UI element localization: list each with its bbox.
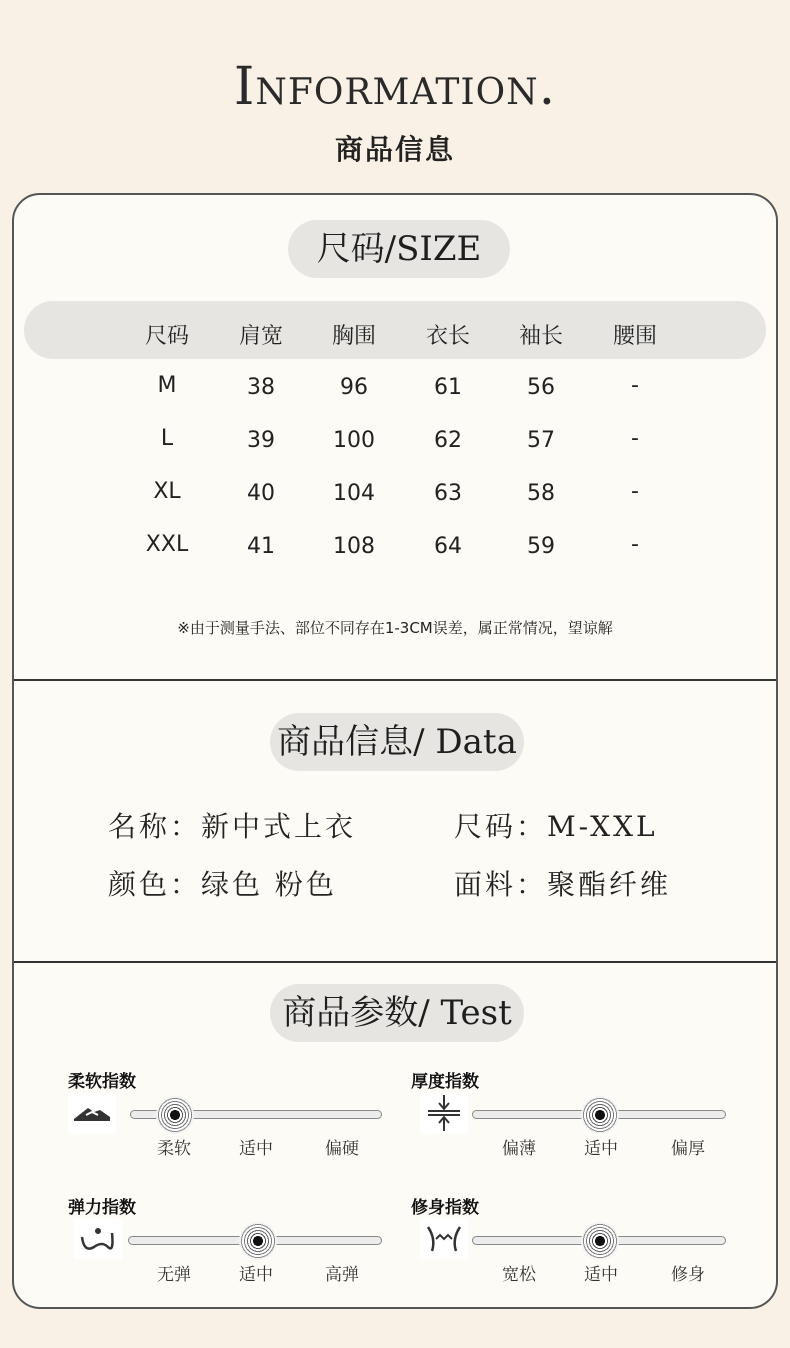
size-table-header-cell: 腰围 <box>612 324 657 349</box>
size-table-cell: 100 <box>333 428 375 453</box>
size-table-cell: 104 <box>333 481 375 506</box>
size-table-cell: 58 <box>527 481 555 506</box>
size-table-cell: 59 <box>527 534 555 559</box>
size-table-cell: 38 <box>247 375 275 400</box>
page-header-title: Information. <box>233 57 557 117</box>
size-table-header-cell: 袖长 <box>518 324 563 349</box>
size-table-cell: L <box>160 426 174 451</box>
size-table-cell: M <box>157 373 177 398</box>
softness-meter-title: 柔软指数 <box>68 1072 136 1092</box>
softness-label-low: 柔软 <box>157 1139 191 1159</box>
fit-label-high: 修身 <box>671 1265 705 1285</box>
page-header-subtitle: 商品信息 <box>334 133 455 166</box>
size-table-cell: 62 <box>434 428 462 453</box>
elasticity-label-mid: 适中 <box>239 1265 273 1285</box>
size-table-cell: 39 <box>247 428 275 453</box>
softness-meter-knob <box>156 1096 194 1134</box>
fit-icon <box>420 1219 468 1259</box>
size-table-cell: 56 <box>527 375 555 400</box>
size-table-header-cell: 衣长 <box>425 324 470 349</box>
elasticity-meter-knob <box>239 1222 277 1260</box>
thickness-label-mid: 适中 <box>584 1139 618 1159</box>
data-section-pill: 商品信息/ Data <box>270 713 524 771</box>
size-section-pill: 尺码/SIZE <box>288 220 510 278</box>
section-divider <box>14 679 776 681</box>
fit-label-low: 宽松 <box>502 1265 536 1285</box>
size-table-cell: 61 <box>434 375 462 400</box>
size-table-cell: 41 <box>247 534 275 559</box>
size-table-cell: - <box>631 373 639 398</box>
size-table-cell: 40 <box>247 481 275 506</box>
softness-label-high: 偏硬 <box>325 1139 359 1159</box>
size-table-header-cell: 尺码 <box>144 324 189 349</box>
size-table-cell: 63 <box>434 481 462 506</box>
section-divider <box>14 961 776 963</box>
product-name: 名称：新中式上衣 <box>108 810 357 843</box>
size-table-cell: 96 <box>340 375 368 400</box>
size-table-cell: XL <box>153 479 181 504</box>
elasticity-label-high: 高弹 <box>325 1265 359 1285</box>
fit-meter-knob <box>581 1222 619 1260</box>
size-table-cell: 57 <box>527 428 555 453</box>
size-table-cell: - <box>631 426 639 451</box>
product-size-range: 尺码：M-XXL <box>454 810 658 843</box>
size-table-cell: - <box>631 532 639 557</box>
size-table-cell: 108 <box>333 534 375 559</box>
thickness-icon <box>420 1093 468 1133</box>
size-table-cell: XXL <box>145 532 189 557</box>
shoe-sole-icon <box>68 1093 116 1133</box>
size-table-cell: 64 <box>434 534 462 559</box>
test-section-pill: 商品参数/ Test <box>270 984 524 1042</box>
thickness-label-low: 偏薄 <box>502 1139 536 1159</box>
size-table-header-cell: 胸围 <box>331 324 376 349</box>
fit-meter-title: 修身指数 <box>411 1198 479 1218</box>
size-measurement-note: ※由于测量手法、部位不同存在1-3CM误差，属正常情况，望谅解 <box>177 619 613 637</box>
elasticity-meter-title: 弹力指数 <box>68 1198 136 1218</box>
thickness-meter-knob <box>581 1096 619 1134</box>
size-table-cell: - <box>631 479 639 504</box>
stretch-icon <box>74 1219 122 1259</box>
product-color: 颜色：绿色 粉色 <box>108 868 337 901</box>
elasticity-label-low: 无弹 <box>157 1265 191 1285</box>
size-table-header-cell: 肩宽 <box>238 324 283 349</box>
product-fabric: 面料：聚酯纤维 <box>454 868 672 901</box>
thickness-meter-title: 厚度指数 <box>411 1072 479 1092</box>
info-card <box>12 193 778 1309</box>
fit-label-mid: 适中 <box>584 1265 618 1285</box>
thickness-label-high: 偏厚 <box>671 1139 705 1159</box>
softness-label-mid: 适中 <box>239 1139 273 1159</box>
